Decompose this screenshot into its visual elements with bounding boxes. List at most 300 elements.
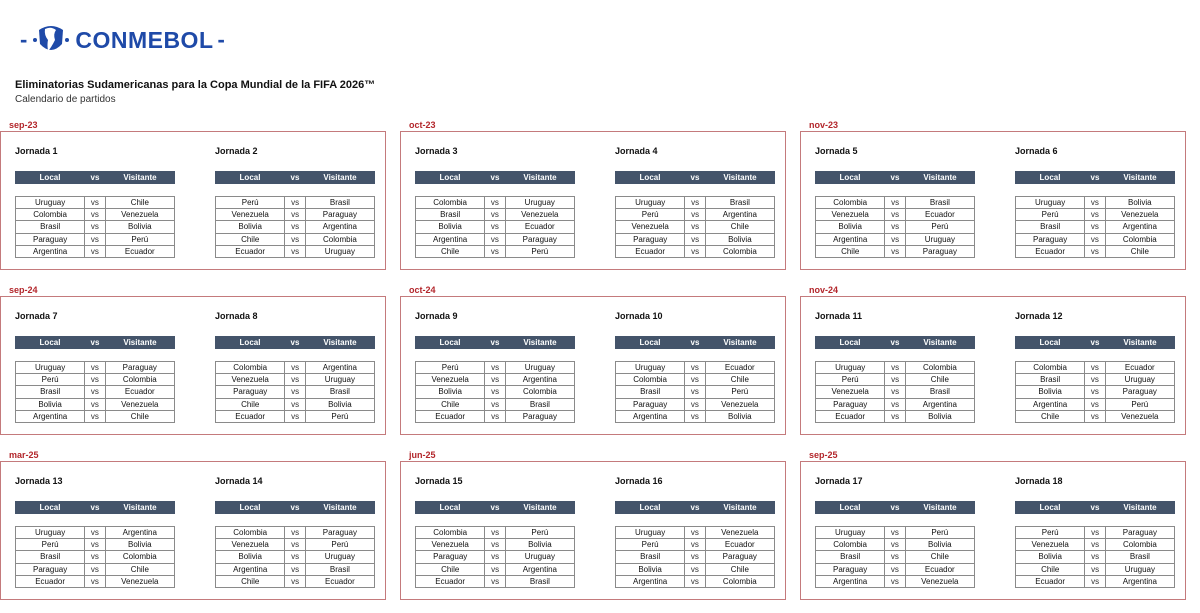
home-team: Perú: [16, 539, 85, 551]
vs-header: vs: [90, 338, 100, 347]
home-team: Paraguay: [16, 233, 85, 245]
table-row: [816, 386, 975, 398]
home-team: Argentina: [16, 245, 85, 257]
visitante-header: Visitante: [323, 173, 357, 182]
table-row: [816, 410, 975, 422]
vs-cell: vs: [885, 233, 905, 245]
vs-cell: vs: [1085, 551, 1105, 563]
away-team: Paraguay: [505, 233, 574, 245]
matches-table: [415, 196, 575, 258]
home-team: Argentina: [416, 233, 485, 245]
table-row: [216, 233, 375, 245]
away-team: Venezuela: [1105, 209, 1174, 221]
month-block: [800, 461, 1186, 600]
vs-cell: vs: [685, 539, 705, 551]
home-team: Ecuador: [616, 245, 685, 257]
home-team: Argentina: [16, 410, 85, 422]
table-row: [16, 527, 175, 539]
home-team: Brasil: [616, 551, 685, 563]
vs-cell: vs: [685, 245, 705, 257]
away-team: Ecuador: [905, 563, 974, 575]
jornada-title: Jornada 1: [15, 146, 58, 156]
table-row: [816, 539, 975, 551]
away-team: Chile: [105, 197, 174, 209]
matches-table: [15, 196, 175, 258]
table-row: [816, 374, 975, 386]
table-row: [416, 527, 575, 539]
matches-table: [15, 361, 175, 423]
away-team: Paraguay: [1105, 527, 1174, 539]
table-row: [416, 410, 575, 422]
home-team: Chile: [216, 233, 285, 245]
table-row: [216, 245, 375, 257]
home-team: Brasil: [416, 209, 485, 221]
home-team: Perú: [1016, 209, 1085, 221]
away-team: Uruguay: [1105, 563, 1174, 575]
home-team: Perú: [816, 374, 885, 386]
table-row: [16, 398, 175, 410]
local-header: Local: [1039, 503, 1061, 512]
home-team: Venezuela: [816, 386, 885, 398]
jornada-title: Jornada 6: [1015, 146, 1058, 156]
away-team: Bolivia: [705, 233, 774, 245]
home-team: Colombia: [816, 539, 885, 551]
away-team: Venezuela: [105, 398, 174, 410]
home-team: Brasil: [16, 386, 85, 398]
away-team: Uruguay: [1105, 374, 1174, 386]
home-team: Perú: [616, 539, 685, 551]
jornada-title: Jornada 10: [615, 311, 663, 321]
table-row: [216, 221, 375, 233]
vs-cell: vs: [1085, 362, 1105, 374]
away-team: Uruguay: [505, 551, 574, 563]
table-row: [416, 362, 575, 374]
vs-cell: vs: [485, 245, 505, 257]
visitante-header: Visitante: [923, 173, 957, 182]
jornada-title: Jornada 2: [215, 146, 258, 156]
away-team: Colombia: [1105, 233, 1174, 245]
vs-cell: vs: [485, 398, 505, 410]
home-team: Brasil: [1016, 374, 1085, 386]
conmebol-logo: [20, 18, 225, 62]
table-row: [616, 386, 775, 398]
home-team: Brasil: [1016, 221, 1085, 233]
vs-cell: vs: [685, 575, 705, 587]
home-team: Brasil: [816, 551, 885, 563]
away-team: Paraguay: [1105, 386, 1174, 398]
vs-header: vs: [890, 338, 900, 347]
table-row: [416, 374, 575, 386]
away-team: Paraguay: [305, 209, 374, 221]
away-team: Perú: [705, 386, 774, 398]
away-team: Colombia: [305, 233, 374, 245]
home-team: Bolivia: [416, 386, 485, 398]
home-team: Perú: [416, 362, 485, 374]
local-header: Local: [39, 173, 61, 182]
vs-cell: vs: [485, 563, 505, 575]
vs-cell: vs: [885, 563, 905, 575]
table-row: [16, 410, 175, 422]
home-team: Chile: [416, 563, 485, 575]
table-header: [415, 501, 575, 514]
away-team: Argentina: [705, 209, 774, 221]
home-team: Perú: [616, 209, 685, 221]
vs-cell: vs: [285, 575, 305, 587]
vs-cell: vs: [285, 374, 305, 386]
jornada-title: Jornada 18: [1015, 476, 1063, 486]
vs-cell: vs: [685, 362, 705, 374]
vs-header: vs: [90, 173, 100, 182]
vs-cell: vs: [885, 527, 905, 539]
vs-cell: vs: [1085, 575, 1105, 587]
month-block: [0, 296, 386, 435]
vs-cell: vs: [885, 197, 905, 209]
home-team: Bolivia: [216, 551, 285, 563]
away-team: Bolivia: [305, 398, 374, 410]
home-team: Colombia: [216, 527, 285, 539]
vs-cell: vs: [685, 398, 705, 410]
home-team: Bolivia: [216, 221, 285, 233]
home-team: Ecuador: [16, 575, 85, 587]
away-team: Perú: [905, 221, 974, 233]
vs-header: vs: [690, 338, 700, 347]
away-team: Venezuela: [705, 527, 774, 539]
away-team: Argentina: [905, 398, 974, 410]
vs-cell: vs: [1085, 209, 1105, 221]
jornada-title: Jornada 12: [1015, 311, 1063, 321]
home-team: Bolivia: [1016, 386, 1085, 398]
away-team: Argentina: [305, 221, 374, 233]
local-header: Local: [839, 338, 861, 347]
home-team: Chile: [1016, 563, 1085, 575]
month-block: [400, 296, 786, 435]
away-team: Brasil: [505, 398, 574, 410]
away-team: Bolivia: [905, 410, 974, 422]
away-team: Chile: [905, 551, 974, 563]
local-header: Local: [1039, 338, 1061, 347]
vs-cell: vs: [485, 233, 505, 245]
home-team: Venezuela: [216, 539, 285, 551]
vs-cell: vs: [1085, 221, 1105, 233]
away-team: Paraguay: [705, 551, 774, 563]
visitante-header: Visitante: [923, 338, 957, 347]
table-header: [215, 171, 375, 184]
home-team: Ecuador: [416, 575, 485, 587]
table-row: [616, 551, 775, 563]
page-subtitle: Calendario de partidos: [15, 94, 116, 105]
table-row: [816, 551, 975, 563]
vs-cell: vs: [685, 197, 705, 209]
away-team: Venezuela: [505, 209, 574, 221]
visitante-header: Visitante: [723, 338, 757, 347]
vs-cell: vs: [885, 575, 905, 587]
vs-header: vs: [290, 338, 300, 347]
home-team: Venezuela: [416, 539, 485, 551]
table-row: [1016, 563, 1175, 575]
matches-table: [415, 526, 575, 588]
home-team: Paraguay: [616, 398, 685, 410]
away-team: Ecuador: [505, 221, 574, 233]
vs-cell: vs: [85, 197, 105, 209]
vs-cell: vs: [485, 362, 505, 374]
home-team: Colombia: [616, 374, 685, 386]
home-team: Brasil: [616, 386, 685, 398]
table-row: [216, 527, 375, 539]
away-team: Bolivia: [505, 539, 574, 551]
vs-cell: vs: [485, 374, 505, 386]
table-row: [816, 209, 975, 221]
table-row: [216, 362, 375, 374]
vs-cell: vs: [885, 209, 905, 221]
vs-cell: vs: [1085, 527, 1105, 539]
home-team: Colombia: [416, 527, 485, 539]
vs-cell: vs: [885, 398, 905, 410]
away-team: Chile: [705, 221, 774, 233]
jornada-title: Jornada 14: [215, 476, 263, 486]
away-team: Ecuador: [105, 386, 174, 398]
vs-cell: vs: [85, 221, 105, 233]
vs-header: vs: [1090, 503, 1100, 512]
jornada-title: Jornada 15: [415, 476, 463, 486]
vs-header: vs: [690, 503, 700, 512]
away-team: Argentina: [505, 563, 574, 575]
month-block: [0, 461, 386, 600]
table-row: [816, 362, 975, 374]
vs-cell: vs: [85, 362, 105, 374]
home-team: Venezuela: [416, 374, 485, 386]
home-team: Argentina: [816, 233, 885, 245]
table-row: [16, 551, 175, 563]
conmebol-emblem-icon: [31, 20, 71, 60]
jornada-title: Jornada 4: [615, 146, 658, 156]
month-block: [800, 131, 1186, 270]
matches-table: [815, 361, 975, 423]
visitante-header: Visitante: [1123, 503, 1157, 512]
month-label: nov-24: [809, 285, 839, 295]
local-header: Local: [639, 173, 661, 182]
vs-cell: vs: [885, 551, 905, 563]
home-team: Paraguay: [616, 233, 685, 245]
away-team: Colombia: [105, 551, 174, 563]
home-team: Argentina: [616, 575, 685, 587]
local-header: Local: [239, 173, 261, 182]
logo-dash-left: -: [20, 27, 28, 52]
local-header: Local: [439, 503, 461, 512]
home-team: Chile: [416, 245, 485, 257]
away-team: Brasil: [305, 197, 374, 209]
visitante-header: Visitante: [523, 338, 557, 347]
vs-cell: vs: [685, 221, 705, 233]
table-row: [416, 575, 575, 587]
table-header: [1015, 336, 1175, 349]
home-team: Colombia: [216, 362, 285, 374]
table-header: [215, 501, 375, 514]
table-header: [815, 171, 975, 184]
table-header: [415, 336, 575, 349]
month-label: jun-25: [409, 450, 436, 460]
home-team: Chile: [216, 398, 285, 410]
table-row: [16, 221, 175, 233]
table-header: [15, 171, 175, 184]
home-team: Colombia: [16, 209, 85, 221]
visitante-header: Visitante: [523, 503, 557, 512]
table-row: [1016, 374, 1175, 386]
visitante-header: Visitante: [523, 173, 557, 182]
matches-table: [815, 196, 975, 258]
home-team: Argentina: [616, 410, 685, 422]
vs-cell: vs: [285, 197, 305, 209]
vs-header: vs: [490, 173, 500, 182]
vs-cell: vs: [885, 374, 905, 386]
table-row: [16, 197, 175, 209]
home-team: Perú: [16, 374, 85, 386]
away-team: Brasil: [905, 197, 974, 209]
vs-cell: vs: [285, 209, 305, 221]
table-row: [16, 233, 175, 245]
matches-table: [615, 196, 775, 258]
vs-cell: vs: [485, 209, 505, 221]
vs-cell: vs: [85, 398, 105, 410]
home-team: Paraguay: [416, 551, 485, 563]
table-row: [1016, 386, 1175, 398]
vs-cell: vs: [685, 233, 705, 245]
local-header: Local: [639, 338, 661, 347]
table-row: [16, 575, 175, 587]
table-row: [216, 386, 375, 398]
away-team: Perú: [305, 410, 374, 422]
table-row: [616, 575, 775, 587]
away-team: Venezuela: [905, 575, 974, 587]
table-row: [816, 398, 975, 410]
vs-cell: vs: [85, 233, 105, 245]
home-team: Colombia: [816, 197, 885, 209]
away-team: Venezuela: [105, 575, 174, 587]
away-team: Perú: [1105, 398, 1174, 410]
away-team: Paraguay: [505, 410, 574, 422]
away-team: Paraguay: [105, 362, 174, 374]
away-team: Colombia: [105, 374, 174, 386]
table-row: [816, 221, 975, 233]
table-row: [416, 551, 575, 563]
table-header: [615, 171, 775, 184]
away-team: Ecuador: [305, 575, 374, 587]
vs-cell: vs: [285, 527, 305, 539]
away-team: Uruguay: [505, 197, 574, 209]
visitante-header: Visitante: [323, 338, 357, 347]
matches-table: [615, 526, 775, 588]
table-row: [16, 539, 175, 551]
matches-table: [815, 526, 975, 588]
matches-table: [1015, 361, 1175, 423]
table-row: [416, 233, 575, 245]
visitante-header: Visitante: [123, 173, 157, 182]
vs-cell: vs: [685, 551, 705, 563]
home-team: Uruguay: [816, 362, 885, 374]
local-header: Local: [439, 338, 461, 347]
home-team: Chile: [216, 575, 285, 587]
table-header: [15, 501, 175, 514]
vs-cell: vs: [885, 245, 905, 257]
table-header: [1015, 171, 1175, 184]
page-title: Eliminatorias Sudamericanas para la Copa Mundial de la FIFA 2026™: [15, 79, 376, 91]
away-team: Chile: [705, 563, 774, 575]
vs-cell: vs: [285, 245, 305, 257]
home-team: Bolivia: [16, 398, 85, 410]
table-row: [816, 245, 975, 257]
vs-cell: vs: [285, 551, 305, 563]
vs-cell: vs: [285, 398, 305, 410]
home-team: Bolivia: [816, 221, 885, 233]
home-team: Venezuela: [216, 374, 285, 386]
vs-cell: vs: [685, 410, 705, 422]
table-row: [1016, 527, 1175, 539]
home-team: Uruguay: [16, 362, 85, 374]
vs-header: vs: [890, 173, 900, 182]
away-team: Perú: [305, 539, 374, 551]
jornada-title: Jornada 13: [15, 476, 63, 486]
home-team: Paraguay: [816, 563, 885, 575]
jornada-title: Jornada 9: [415, 311, 458, 321]
away-team: Colombia: [705, 245, 774, 257]
matches-table: [15, 526, 175, 588]
away-team: Bolivia: [705, 410, 774, 422]
home-team: Chile: [1016, 410, 1085, 422]
vs-cell: vs: [1085, 245, 1105, 257]
table-row: [1016, 221, 1175, 233]
away-team: Colombia: [1105, 539, 1174, 551]
away-team: Ecuador: [905, 209, 974, 221]
vs-header: vs: [890, 503, 900, 512]
home-team: Venezuela: [216, 209, 285, 221]
away-team: Bolivia: [105, 539, 174, 551]
vs-cell: vs: [485, 410, 505, 422]
table-row: [616, 245, 775, 257]
table-row: [416, 197, 575, 209]
month-block: [400, 461, 786, 600]
vs-cell: vs: [85, 374, 105, 386]
away-team: Brasil: [905, 386, 974, 398]
vs-cell: vs: [1085, 374, 1105, 386]
table-row: [616, 197, 775, 209]
month-block: [800, 296, 1186, 435]
home-team: Paraguay: [216, 386, 285, 398]
vs-cell: vs: [1085, 197, 1105, 209]
away-team: Ecuador: [705, 362, 774, 374]
table-row: [416, 221, 575, 233]
vs-cell: vs: [85, 410, 105, 422]
local-header: Local: [39, 338, 61, 347]
home-team: Ecuador: [816, 410, 885, 422]
away-team: Brasil: [305, 563, 374, 575]
vs-cell: vs: [485, 539, 505, 551]
local-header: Local: [839, 503, 861, 512]
vs-cell: vs: [285, 221, 305, 233]
table-row: [616, 374, 775, 386]
vs-cell: vs: [85, 209, 105, 221]
away-team: Paraguay: [905, 245, 974, 257]
table-row: [216, 563, 375, 575]
away-team: Colombia: [905, 362, 974, 374]
home-team: Argentina: [216, 563, 285, 575]
table-row: [1016, 233, 1175, 245]
visitante-header: Visitante: [723, 503, 757, 512]
home-team: Perú: [216, 197, 285, 209]
table-row: [616, 233, 775, 245]
home-team: Ecuador: [216, 245, 285, 257]
away-team: Argentina: [105, 527, 174, 539]
away-team: Uruguay: [505, 362, 574, 374]
jornada-title: Jornada 3: [415, 146, 458, 156]
